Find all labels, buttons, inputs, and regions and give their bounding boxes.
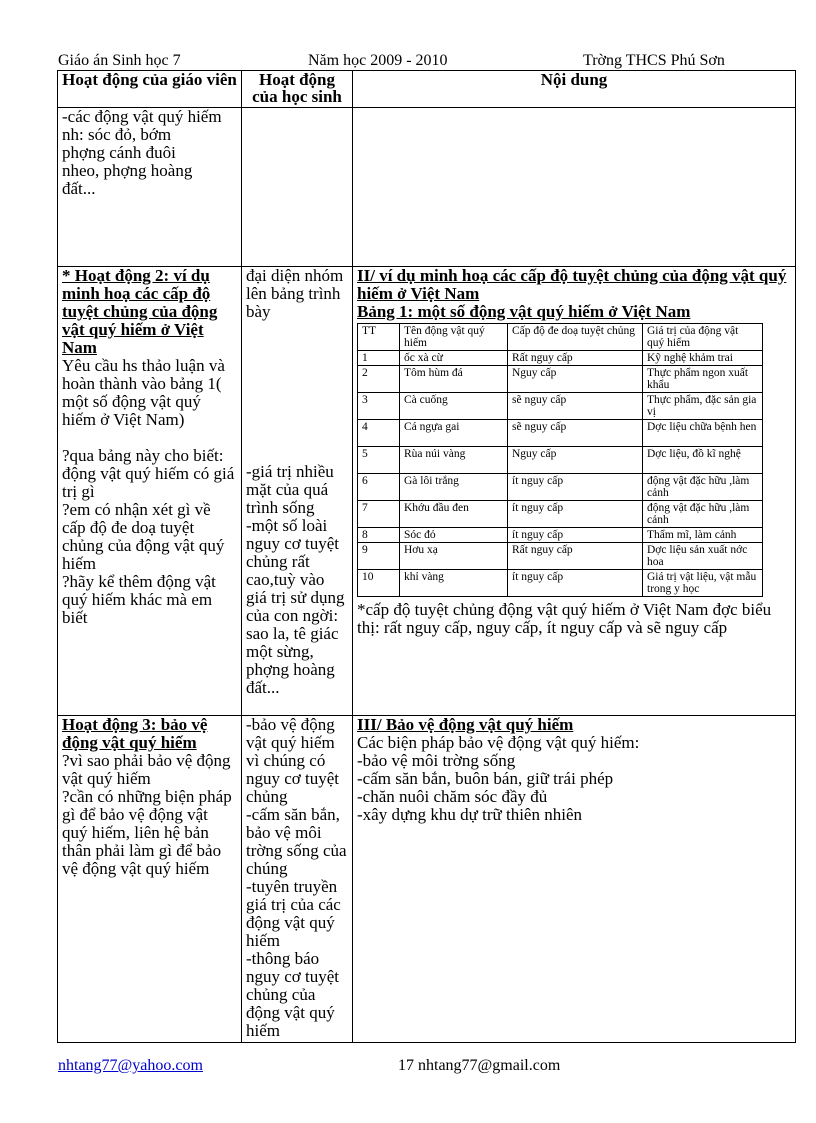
species-tt: 1: [358, 351, 400, 366]
row1-teacher-line: đất...: [62, 179, 96, 198]
species-value: Giá trị vật liệu, vật mẫu trong y học: [643, 570, 763, 597]
species-name: khỉ vàng: [400, 570, 508, 597]
row3-student-answer: -cấm săn bắn, bảo vệ môi trờng sống của chúng: [246, 805, 347, 878]
species-name: Sóc đỏ: [400, 528, 508, 543]
header-school-year: Năm học 2009 - 2010: [308, 52, 448, 69]
header-student-activity: Hoạt động của học sinh: [242, 71, 353, 108]
table-row: [358, 393, 763, 420]
species-tt: 10: [358, 570, 400, 597]
species-name: Khớu đầu đen: [400, 501, 508, 528]
species-value: động vật đặc hữu ,làm cảnh: [643, 474, 763, 501]
table-row: [358, 528, 763, 543]
row2-question: ?hãy kể thêm động vật quý hiếm khác mà em biết: [62, 572, 216, 627]
species-name: Cá ngựa gai: [400, 420, 508, 447]
species-level: sẽ nguy cấp: [508, 393, 643, 420]
section-3-title: III/ Bảo vệ động vật quý hiếm: [357, 715, 574, 734]
species-tt: 5: [358, 447, 400, 474]
species-level: Rất nguy cấp: [508, 351, 643, 366]
row3-content-cell: [353, 716, 796, 1043]
row3-question: ?cần có những biện pháp gì để bảo vệ động vật quý hiếm, liên hệ bản thân phải làm gì để bảo vệ động vật quý hiếm: [62, 787, 232, 878]
species-value: Dợc liệu, đồ kĩ nghệ: [643, 447, 763, 474]
row1-student-cell: [242, 108, 353, 267]
threat-level-note: *cấp độ tuyệt chủng động vật quý hiếm ở Việt Nam đợc biểu thị: rất nguy cấp, nguy cấp, ít nguy cấp và sẽ nguy cấp: [357, 600, 772, 637]
row3-student-answer: -thông báo nguy cơ tuyệt chủng của động vật quý hiếm: [246, 949, 340, 1040]
section-2-title: II/ ví dụ minh hoạ các cấp độ tuyệt chủng của động vật quý hiếm ở Việt Nam: [357, 266, 787, 303]
species-name: Hơu xạ: [400, 543, 508, 570]
table-row: [358, 474, 763, 501]
table-row: [358, 543, 763, 570]
table-row: [358, 351, 763, 366]
species-value: Thực phẩm, đặc sản gia vị: [643, 393, 763, 420]
species-level: ít nguy cấp: [508, 528, 643, 543]
protection-measure: -bảo vệ môi trờng sống: [357, 751, 516, 770]
protection-measure: -cấm săn bắn, buôn bán, giữ trái phép: [357, 769, 614, 788]
header-subject: Giáo án Sinh học 7: [58, 52, 181, 69]
species-level: Rất nguy cấp: [508, 543, 643, 570]
table-row: [358, 366, 763, 393]
species-level: Nguy cấp: [508, 366, 643, 393]
row1-content-cell: [353, 108, 796, 267]
row2-content-cell: [353, 267, 796, 716]
species-tt: 3: [358, 393, 400, 420]
row2-student-cell: [242, 267, 353, 716]
row1-teacher-line: nheo, phợng hoàng: [62, 161, 193, 180]
species-level: ít nguy cấp: [508, 570, 643, 597]
species-tt: 7: [358, 501, 400, 528]
row2-teacher-cell: [58, 267, 242, 716]
row1-teacher-line: phợng cánh đuôi: [62, 143, 176, 162]
endangered-species-table: [357, 323, 763, 597]
row2-question: ?qua bảng này cho biết: động vật quý hiếm có giá trị gì: [62, 446, 235, 501]
row2-student-answer: -một số loài nguy cơ tuyệt chủng rất cao,tuỳ vào giá trị sử dụng của con ngời: sao la, tê giác một sừng, phợng hoàng đất...: [246, 516, 345, 697]
table-row: [358, 570, 763, 597]
row2-student-presentation: đại diện nhóm lên bảng trình bày: [246, 266, 344, 321]
species-value: động vật đặc hữu ,làm cảnh: [643, 501, 763, 528]
row3-question: ?vì sao phải bảo vệ động vật quý hiếm: [62, 751, 231, 788]
species-level: sẽ nguy cấp: [508, 420, 643, 447]
species-table-header: [358, 324, 763, 351]
species-tt: 9: [358, 543, 400, 570]
lesson-table: [57, 70, 796, 1043]
protection-measure: -chăn nuôi chăm sóc đầy đủ: [357, 787, 548, 806]
header-teacher-activity: Hoạt động của giáo viên: [58, 71, 242, 108]
species-col-name: Tên động vật quý hiếm: [400, 324, 508, 351]
species-col-value: Giá trị của động vật quý hiếm: [643, 324, 763, 351]
row-activity-3: [58, 716, 796, 1043]
species-level: ít nguy cấp: [508, 501, 643, 528]
species-name: Cà cuống: [400, 393, 508, 420]
row-activity-1: [58, 108, 796, 267]
species-tt: 2: [358, 366, 400, 393]
row2-question: ?em có nhận xét gì về cấp độ đe doạ tuyệt chủng của động vật quý hiếm: [62, 500, 225, 573]
protection-measure: -xây dựng khu dự trữ thiên nhiên: [357, 805, 582, 824]
species-value: Dợc liệu chữa bệnh hen: [643, 420, 763, 447]
species-value: Dợc liệu sản xuất nớc hoa: [643, 543, 763, 570]
protection-measures-intro: Các biện pháp bảo vệ động vật quý hiếm:: [357, 733, 640, 752]
row-activity-2: [58, 267, 796, 716]
species-value: Thực phẩm ngon xuất khẩu: [643, 366, 763, 393]
table-row: [358, 420, 763, 447]
row2-teacher-task: Yêu cầu hs thảo luận và hoàn thành vào bảng 1( một số động vật quý hiếm ở Việt Nam): [62, 356, 225, 429]
table-header-row: [58, 71, 796, 108]
row1-teacher-line: -các động vật quý hiếm nh: sóc đỏ, bớm: [62, 107, 222, 144]
species-col-tt: TT: [358, 324, 400, 351]
species-value: Kỹ nghệ khảm trai: [643, 351, 763, 366]
header-content: Nội dung: [353, 71, 796, 108]
species-name: ốc xà cừ: [400, 351, 508, 366]
row2-student-answer: -giá trị nhiều mặt của quá trình sống: [246, 462, 334, 517]
table-row: [358, 447, 763, 474]
row3-student-cell: [242, 716, 353, 1043]
species-value: Thẩm mĩ, làm cảnh: [643, 528, 763, 543]
table-row: [358, 501, 763, 528]
row3-teacher-cell: [58, 716, 242, 1043]
species-tt: 4: [358, 420, 400, 447]
header-school-name: Trờng THCS Phú Sơn: [583, 52, 725, 69]
activity-2-title: * Hoạt động 2: ví dụ minh hoạ các cấp độ tuyệt chủng của động vật quý hiếm ở Việt Nam: [62, 266, 218, 357]
species-level: Nguy cấp: [508, 447, 643, 474]
species-name: Tôm hùm đá: [400, 366, 508, 393]
species-level: ít nguy cấp: [508, 474, 643, 501]
table-1-caption: Bảng 1: một số động vật quý hiếm ở Việt Nam: [357, 302, 691, 321]
species-tt: 6: [358, 474, 400, 501]
row3-student-answer: -tuyên truyền giá trị của các động vật quý hiếm: [246, 877, 341, 950]
footer-email-link[interactable]: nhtang77@yahoo.com: [58, 1057, 203, 1074]
row1-teacher-cell: [58, 108, 242, 267]
row3-student-answer: -bảo vệ động vật quý hiếm vì chúng có nguy cơ tuyệt chủng: [246, 715, 340, 806]
footer-page-number: 17 nhtang77@gmail.com: [398, 1057, 561, 1074]
species-tt: 8: [358, 528, 400, 543]
species-name: Rùa núi vàng: [400, 447, 508, 474]
species-col-level: Cấp độ đe doạ tuyệt chủng: [508, 324, 643, 351]
activity-3-title: Hoạt động 3: bảo vệ động vật quý hiếm: [62, 715, 208, 752]
species-name: Gà lôi trắng: [400, 474, 508, 501]
